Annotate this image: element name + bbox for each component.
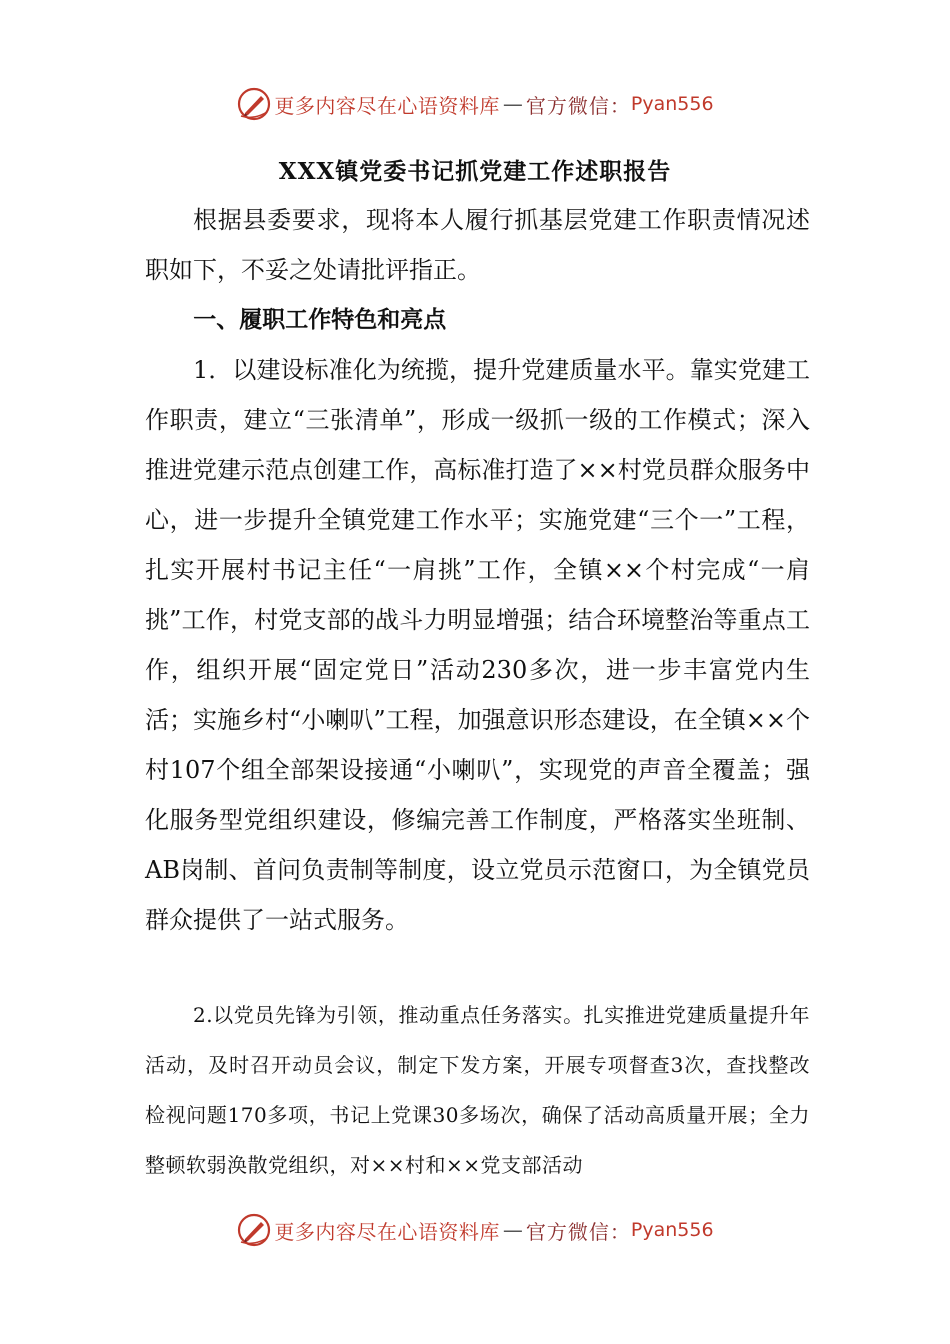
watermark-brand: 更多内容尽在心语资料库: [274, 1219, 500, 1244]
watermark-contact-label: 官方微信：: [525, 1219, 631, 1244]
watermark-contact-label: 官方微信：: [525, 93, 631, 118]
section-heading: 一、履职工作特色和亮点: [193, 306, 447, 333]
document-body-continued: [145, 990, 810, 1190]
watermark-header: [0, 84, 950, 124]
watermark-contact-id: Pyan556: [630, 93, 714, 115]
watermark-footer: [0, 1210, 950, 1250]
watermark-contact-id: Pyan556: [630, 1219, 714, 1241]
item-2-paragraph: 2.以党员先锋为引领，推动重点任务落实。扎实推进党建质量提升年活动，及时召开动员会议，制定下发方案，开展专项督查3次，查找整改检视问题170多项，书记上党课30多场次，确保了活动高质量开展；全力整顿软弱涣散党组织，对××村和××党支部活动: [145, 1003, 810, 1177]
watermark-separator: —: [502, 1218, 523, 1242]
pen-logo-icon: [236, 86, 272, 122]
item-1-paragraph: 1．以建设标准化为统揽，提升党建质量水平。靠实党建工作职责，建立“三张清单”，形成一级抓一级的工作模式；深入推进党建示范点创建工作，高标准打造了××村党员群众服务中心，进一步提升全镇党建工作水平；实施党建“三个一”工程，扎实开展村书记主任“一肩挑”工作，全镇××个村完成“一肩挑”工作，村党支部的战斗力明显增强；结合环境整治等重点工作，组织开展“固定党日”活动230多次，进一步丰富党内生活；实施乡村“小喇叭”工程，加强意识形态建设，在全镇××个村107个组全部架设接通“小喇叭”，实现党的声音全覆盖；强化服务型党组织建设，修编完善工作制度，严格落实坐班制、AB岗制、首问负责制等制度，设立党员示范窗口，为全镇党员群众提供了一站式服务。: [145, 356, 810, 934]
document-body: [145, 195, 810, 945]
document-title: XXX镇党委书记抓党建工作述职报告: [278, 158, 672, 185]
intro-paragraph: 根据县委要求，现将本人履行抓基层党建工作职责情况述职如下，不妥之处请批评指正。: [145, 206, 810, 284]
watermark-brand: 更多内容尽在心语资料库: [274, 93, 500, 118]
pen-logo-icon: [236, 1212, 272, 1248]
watermark-separator: —: [502, 92, 523, 116]
